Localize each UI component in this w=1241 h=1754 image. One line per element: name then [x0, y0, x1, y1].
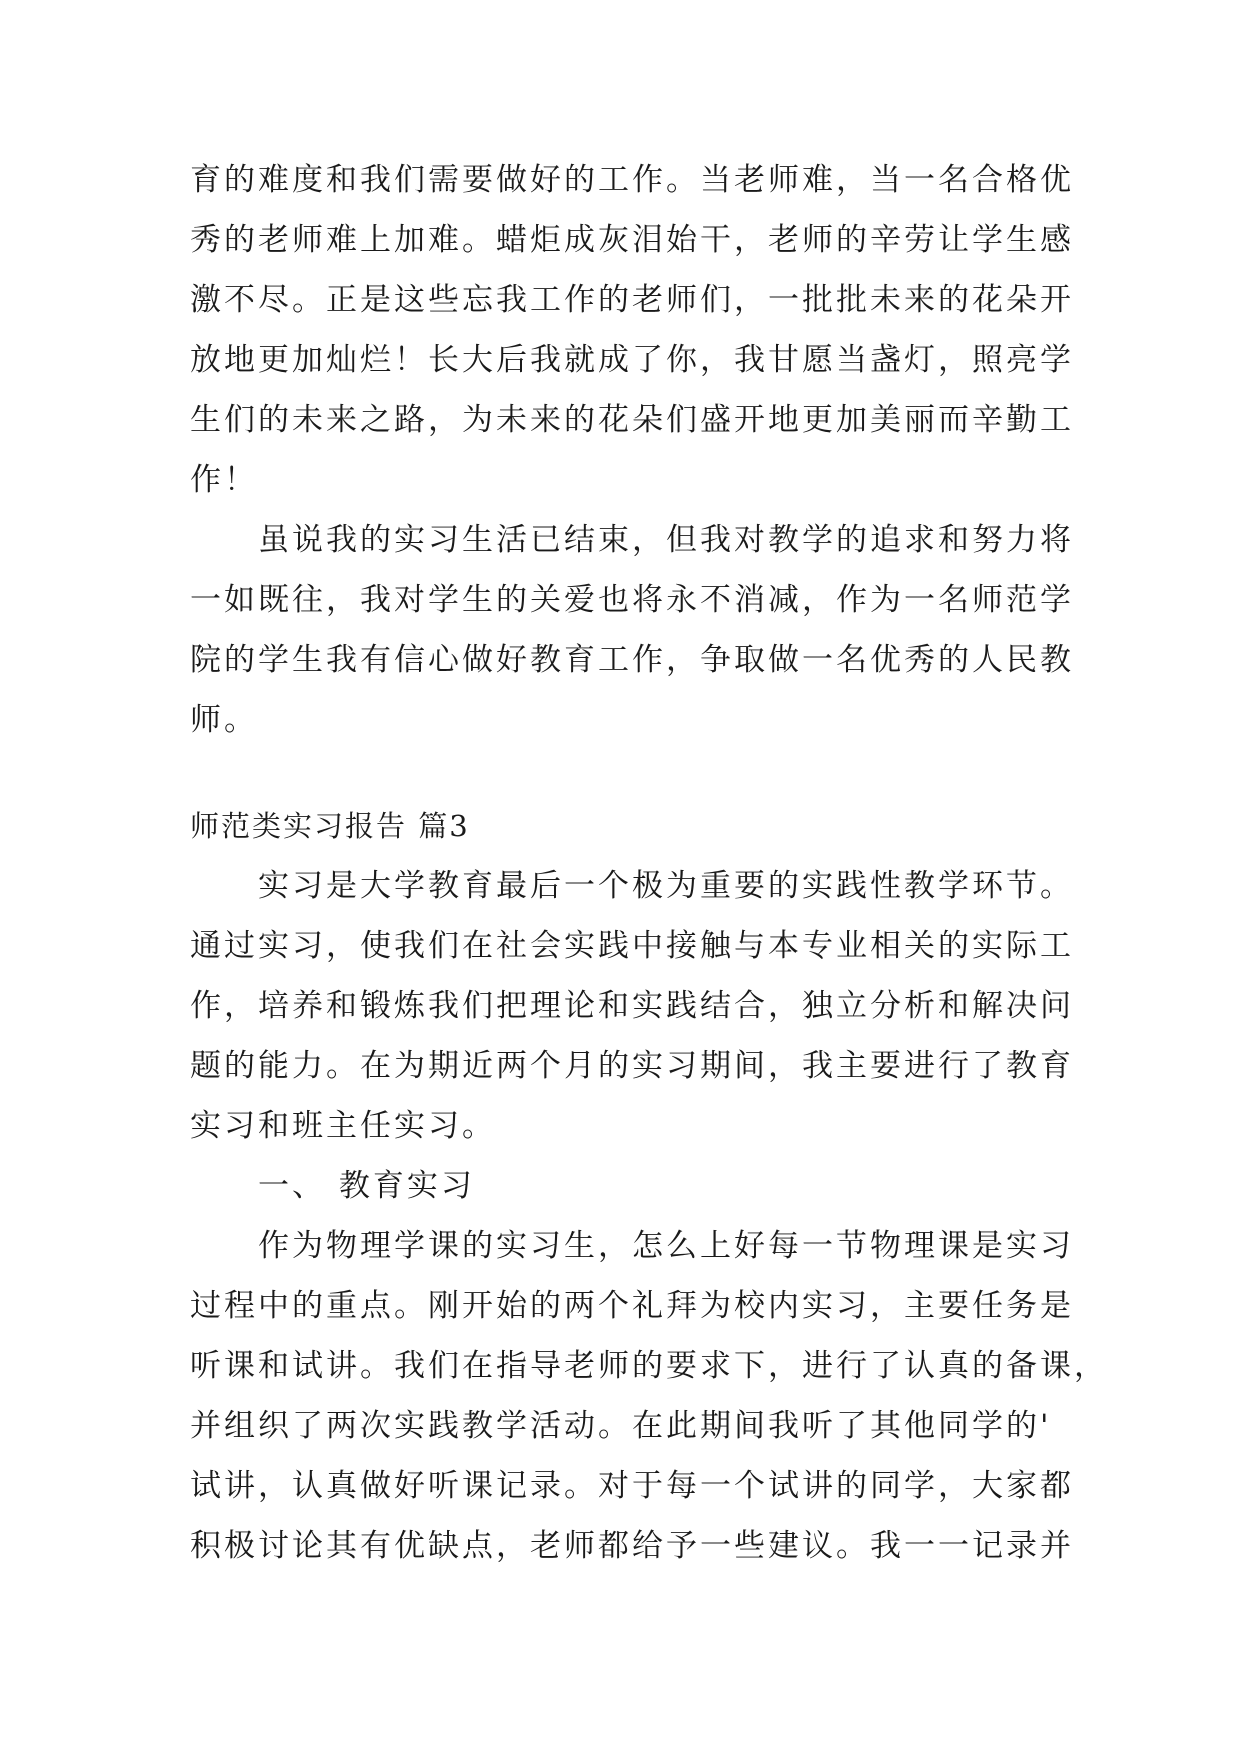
section-title [190, 796, 1070, 856]
text-line: 题的能力。在为期近两个月的实习期间，我主要进行了教育 [190, 1048, 1074, 1084]
text-line: 秀的老师难上加难。蜡炬成灰泪始干，老师的辛劳让学生感 [190, 222, 1074, 258]
text-line: 虽说我的实习生活已结束，但我对教学的追求和努力将 [258, 522, 1074, 558]
text-line: 并组织了两次实践教学活动。在此期间我听了其他同学的' [190, 1408, 1052, 1444]
text-line: 作，培养和锻炼我们把理论和实践结合，独立分析和解决问 [190, 988, 1074, 1024]
text-line: 院的学生我有信心做好教育工作，争取做一名优秀的人民教 [190, 642, 1074, 678]
text-line: 一如既往，我对学生的关爱也将永不消减，作为一名师范学 [190, 582, 1074, 618]
subheading-education-internship [190, 1156, 1070, 1216]
text-line: 过程中的重点。刚开始的两个礼拜为校内实习，主要任务是 [190, 1288, 1074, 1324]
text-line: 实习和班主任实习。 [190, 1108, 496, 1144]
text-line: 听课和试讲。我们在指导老师的要求下，进行了认真的备课， [190, 1348, 1108, 1384]
paragraph-internship-ended [190, 510, 1074, 750]
text-line: 师。 [190, 702, 258, 738]
text-line: 育的难度和我们需要做好的工作。当老师难，当一名合格优 [190, 162, 1074, 198]
paragraph-teacher-hardship [190, 150, 1074, 510]
section-heading: 师范类实习报告 篇3 [190, 809, 470, 843]
text-line: 试讲，认真做好听课记录。对于每一个试讲的同学，大家都 [190, 1468, 1074, 1504]
subheading: 一、 教育实习 [258, 1168, 475, 1204]
text-line: 激不尽。正是这些忘我工作的老师们，一批批未来的花朵开 [190, 282, 1074, 318]
text-line: 作为物理学课的实习生，怎么上好每一节物理课是实习 [258, 1228, 1074, 1264]
text-line: 放地更加灿烂！长大后我就成了你，我甘愿当盏灯，照亮学 [190, 342, 1074, 378]
text-line: 积极讨论其有优缺点，老师都给予一些建议。我一一记录并 [190, 1528, 1074, 1564]
paragraph-physics-intern [190, 1216, 1108, 1576]
text-line: 生们的未来之路，为未来的花朵们盛开地更加美丽而辛勤工 [190, 402, 1074, 438]
text-line: 通过实习，使我们在社会实践中接触与本专业相关的实际工 [190, 928, 1074, 964]
text-line: 实习是大学教育最后一个极为重要的实践性教学环节。 [258, 868, 1074, 904]
text-line: 作！ [190, 462, 258, 498]
paragraph-internship-intro [190, 856, 1074, 1156]
